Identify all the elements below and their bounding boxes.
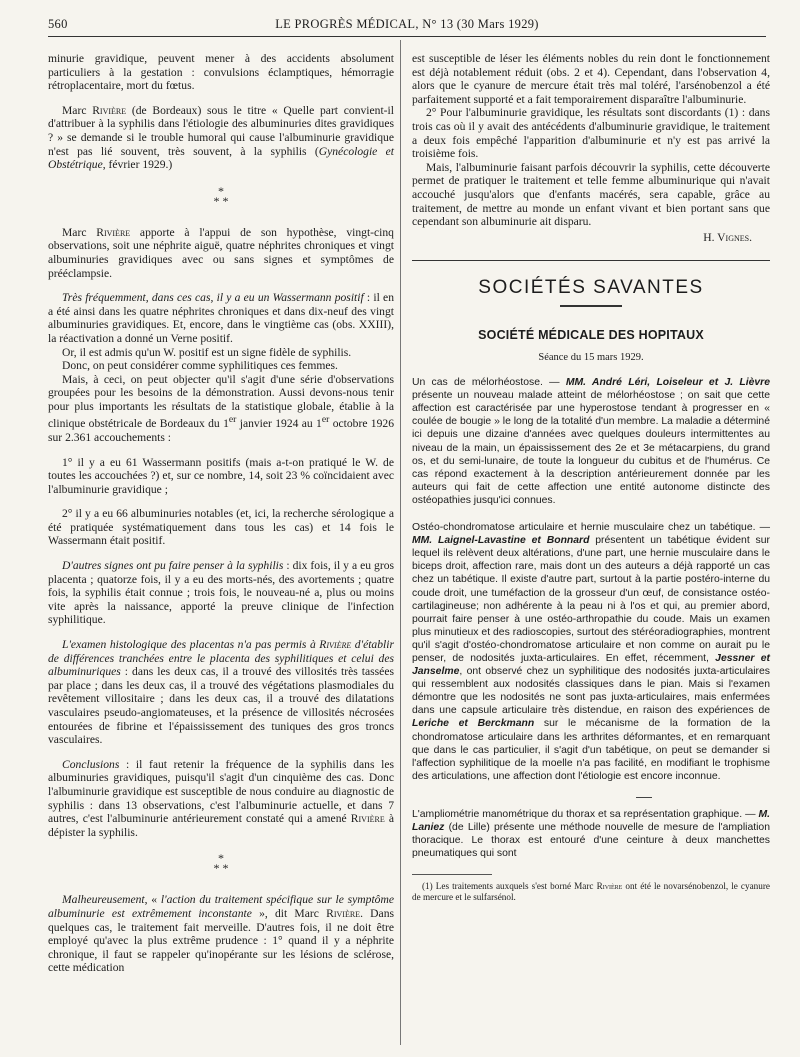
column-divider [400,40,401,1045]
running-header [48,14,766,37]
title-rule [560,305,622,307]
paragraph: L'examen histologique des placentas n'a pas permis à Rivière d'établir de différences tranchées entre le placenta des syphilitiques et celui des albuminuriques : dans les deux cas, il a trouvé des villosités très tassées par place ; dans les deux cas, il a trouvé des végétations plasmodiales du revêtement villositaire ; dans les deux cas, il a trouvé des dilatations vasculaires pseudo-angiomateuses, et la présence de villosités nécrosées entourées de fibrine et l'épaississement des tuniques des gros troncs vasculaires. [48,638,394,747]
section-title: SOCIÉTÉS SAVANTES [478,277,704,299]
author-name: Rivière [350,812,385,826]
author-name: Rivière [319,638,352,652]
communication: L'ampliométrie manométrique du thorax et sa représentation graphique. — M. Laniez (de Lille) présente une méthode nouvelle de mesure de l'ampliation thoracique. Le thorax est entouré d'une ceinture à deux manchettes pneumatiques qui sont [412,808,770,860]
paragraph: Mais, l'albuminurie faisant parfois découvrir la syphilis, cette découverte permet de pratiquer le traitement et telle femme albuminurique qui n'avait accouché jusqu'alors que d'enfants macérés, sera capable, grâce au traitement, de mettre au monde un enfant vivant et bien portant sans que cependant son albuminurie ait disparu. [412,160,770,229]
paragraph: D'autres signes ont pu faire penser à la syphilis : dix fois, il y a eu gros placenta ; quatorze fois, il y a eu des morts-nés, des avortements ; quatre fois, la syphilis était connue ; trois fois, le nouveau-né a, plus ou moins vite après la naissance, apporté la preuve clinique de l'infection syphilitique. [48,559,395,627]
session-date: Séance du 15 mars 1929. [538,351,644,363]
footnote: (1) Les traitements auxquels s'est borné Marc Rivière ont été le novarsénobenzol, le cyanure de mercure et le sulfarsénol. [412,881,770,903]
asterism: * * * [213,851,229,876]
journal-title: Gynécologie et Obstétrique [48,144,394,172]
paragraph: 2° Pour l'albuminurie gravidique, les résultats sont discordants (1) : dans trois cas où il y avait des antécédents d'albuminurie gravidique, le traitement a deux fois empêché l'apparition d'albuminurie et n'y est pas arrivé la troisième fois. [412,106,770,161]
society-title: SOCIÉTÉ MÉDICALE DES HOPITAUX [478,327,704,342]
paragraph: Mais, à ceci, on peut objecter qu'il s'agit d'une série d'observations groupées pour les besoins de la démonstration. Aussi devons-nous tenir pour plus importants les résultats de la statistique globale, établie à la clinique obstétricale de Bordeaux du 1er janvier 1924 au 1er octobre 1926 sur 2.361 accouchements : [48,372,394,444]
paragraph: Malheureusement, « l'action du traitement spécifique sur le symptôme albuminurie est extrêmement inconstante », dit Marc Rivière. Dans quelques cas, le traitement fait merveille. D'autres fois, il ne doit être employé qu'avec la plus extrême prudence : 1° quand il y a néphrite chronique, il faut se rappeler qu'inopérante sur les lésions de sclérose, cette médication [48,893,395,975]
author-name: Rivière [92,103,127,117]
asterism: * * * [213,183,229,208]
right-column [412,52,770,903]
paragraph: Marc Rivière apporte à l'appui de son hypothèse, vingt-cinq observations, soit une néphrite aiguë, quatre néphrites chroniques et vingt albuminuries gravidiques avec ou sans signes et symptômes de prééclampsie. [48,225,394,280]
section-rule [412,260,770,261]
paragraph: Marc Rivière (de Bordeaux) sous le titre « Quelle part convient-il d'attribuer à la syphilis dans l'étiologie des albuminuries dites gravidiques ? » se demande si le trouble humoral qui cause l'albuminurie gravidique n'est pas lié souvent, très souvent, à la syphilis (Gynécologie et Obstétrique, février 1929.) [48,103,394,172]
paragraph: 1° il y a eu 61 Wassermann positifs (mais a-t-on pratiqué le W. de toutes les accouchées ?) et, sur ce nombre, 14, soit 23 % coïncidaient avec l'albuminurie gravidique ; [48,455,394,496]
paragraph: Très fréquemment, dans ces cas, il y a eu un Wassermann positif : il en a été ainsi dans les quatre néphrites chroniques et dans dix-neuf des vingt albuminuries gravidiques. Et, encore, dans le vingtième cas (obs. XXIII), la réactivation a donné un Verne positif. [48,291,394,345]
signature: H. Vignes. [703,230,752,244]
author-name: Rivière [96,225,131,239]
paragraph: 2° il y a eu 66 albuminuries notables (et, ici, la recherche sérologique a été pratiquée systématiquement dans tous les cas) et 14 fois le Wassermann était positif. [48,507,394,548]
proceedings [412,376,770,860]
paragraph: Conclusions : il faut retenir la fréquence de la syphilis dans les albuminuries gravidiques, puisqu'il s'agit d'un cinquième des cas. Donc l'albuminurie gravidique est susceptible de nous conduire au diagnostic de syphilis : dans 13 observations, c'est l'albuminurie actuelle, et dans 7 autres, c'est l'albuminurie antérieurement constaté qui a amené Rivière à dépister la syphilis. [48,757,395,839]
paragraph: est susceptible de léser les éléments nobles du rein dont le fonctionnement est déjà notablement réduit (obs. 2 et 4). Cependant, dans l'observation 4, alors que le cyanure de mercure était très mal toléré, l'arsénobenzol a été parfaitement supporté et a fait temporairement disparaître l'albuminurie. [412,52,770,106]
running-title: LE PROGRÈS MÉDICAL, N° 13 (30 Mars 1929) [275,17,539,31]
left-column [48,52,394,986]
footnote-rule [412,874,492,875]
paragraph: minurie gravidique, peuvent mener à des accidents absolument particuliers à la gestation : convulsions éclamptiques, hémorragie rétroplacentaire, mort du fœtus. [48,52,394,93]
paragraph: Donc, on peut considérer comme syphilitiques ces femmes. [62,359,338,373]
separator [636,797,652,798]
paragraph: Or, il est admis qu'un W. positif est un signe fidèle de syphilis. [62,345,352,359]
author-name: Rivière [326,906,361,920]
page-number: 560 [48,17,68,31]
communication: Ostéo-chondromatose articulaire et hernie musculaire chez un tabétique. — MM. Laignel-Lavastine et Bonnard présentent un tabétique évident sur lequel ils relèvent deux altérations, d'une part, une hernie musculaire dans le biceps droit, affection rare, mais dont un des auteurs a déjà rapporté un cas chez un tabétique. Il existe d'autre part, surtout à la partie postéro-interne du coude droit, une tuméfaction de la grosseur d'un œuf, de consistance ostéo-cartilagineuse; non adhérente à la peau ni à l'os et qui, au premier abord, pourrait faire penser à une ostéo-arthropathie du coude. Mais un examen plus minutieux et des radioscopies, surtout des stéréoradiographies, montrent qu'il s'agit d'ostéo-chondromatose articulaire et non comme on aurait pu le penser, de nodosités juxta-articulaires. En effet, récemment, Jessner et Janselme, ont observé chez un syphilitique des nodosités juxta-articulaires qui ressemblent aux nodosités classiques dans le pian. Mais si l'examen démontre que les nodosités ne sont pas juxta-articulaires, mais enfermées dans une capsule articulaire très distendue, en raison des expériences de Leriche et Berckmann sur le mécanisme de la formation de la chondromatose articulaire dans les arthrites déformantes, et en remarquant que dans le cas particulier, il s'agit d'un tabétique, on peut se demander si l'affection syphilitique de la moelle n'a pas facilité, en modifiant le trophisme des articulations, une affection dont l'étiologie est encore inconnue. [412,522,770,782]
communication: Un cas de mélorhéostose. — MM. André Léri, Loiseleur et J. Lièvre présente un nouveau malade atteint de mélorhéostose ; on sait que cette affection est caractérisée par une hyperostose tendant à progresser en « coulée de bougie » le long de la totalité d'un membre. La maladie a déterminé ici depuis une dizaine d'années avec quelques douleurs intermittentes au niveau de la main, un épaississement des 2e et 3e métacarpiens, du grand os, et du semi-lunaire, de toute la longueur du cubitus et de l'humérus. Ce cas répond exactement à la description antérieurement donnée par les auteurs qui fait de cette affection une entité autonome distincte des ostéopathies jusqu'ici connues. [412,377,771,506]
author-name: Rivière [596,881,623,892]
